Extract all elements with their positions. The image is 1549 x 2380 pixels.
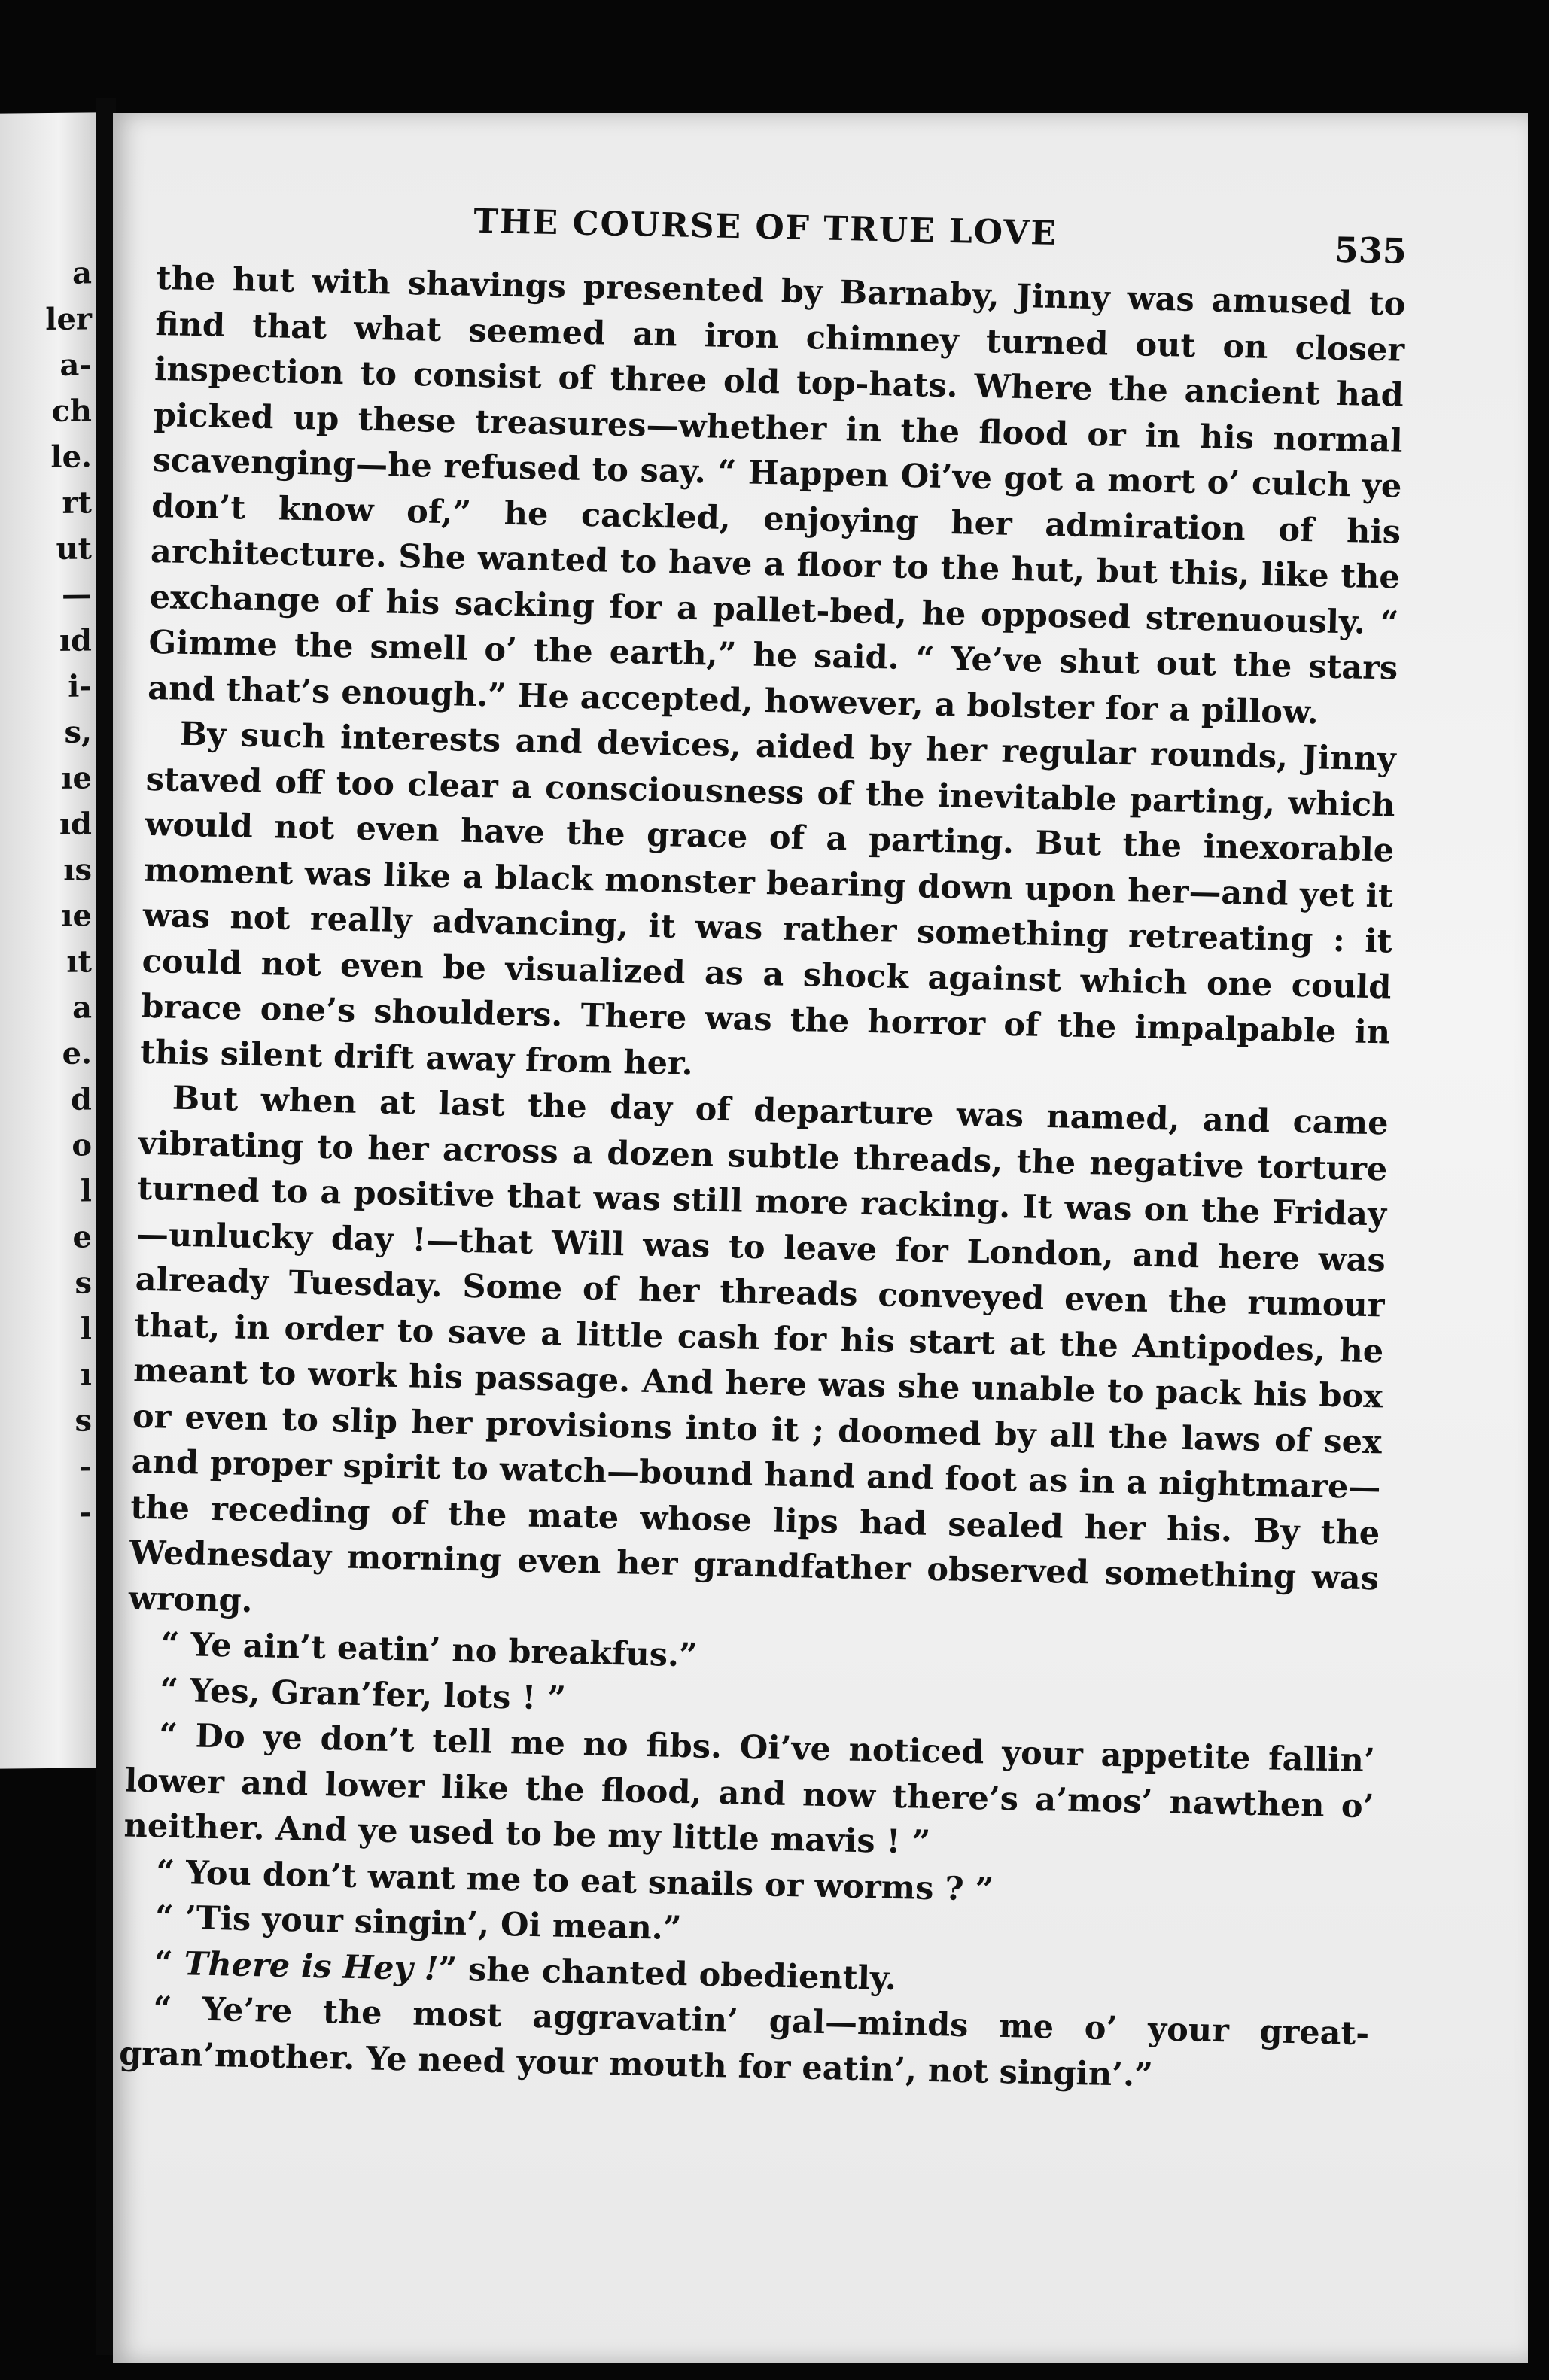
left-page-fragment: s xyxy=(75,1403,92,1439)
dialogue-line-1: “ Ye ain’t eatin’ no breakfus.” xyxy=(160,1625,698,1675)
dialogue-line-5: “ ’Tis your singin’, Oi mean.” xyxy=(154,1898,683,1948)
dialogue-line-4: “ You don’t want me to eat snails or worms ? ” xyxy=(155,1853,994,1909)
left-page-fragment: — xyxy=(62,576,92,612)
left-page-fragment: le. xyxy=(50,439,92,475)
left-page-fragment: a- xyxy=(59,347,92,383)
left-page-fragment: ı xyxy=(80,1357,92,1393)
book-page xyxy=(113,113,1528,2363)
paragraph-1: the hut with shavings presented by Barnaby, Jinny was amused to find that what seemed an iron chimney turned out on closer inspection to consist of three old top-hats. Where the ancient had picked up these treasures—whether in the flood or in his normal scavenging—he refused to say. “ Happen Oi’ve got a mort o’ culch ye don’t know of,” he cackled, enjoying her admiration of his architecture. She wanted to have a floor to the hut, but this, like the exchange of his sacking for a pallet-bed, he opposed strenuously. “ Gimme the smell o’ the earth,” he said. “ Ye’ve shut out the stars and that’s enough.” He accepted, however, a bolster for a pillow. xyxy=(147,259,1406,731)
left-page-fragment: s, xyxy=(64,714,92,750)
left-page-fragment: ıs xyxy=(63,852,92,888)
left-page-fragment: e xyxy=(72,1219,92,1255)
left-page-fragment: s xyxy=(75,1265,92,1301)
left-page-fragment: ıd xyxy=(59,622,92,658)
dialogue-tail: ” she chanted obediently. xyxy=(437,1950,897,1998)
left-page-fragment: o xyxy=(72,1127,92,1163)
dialogue-line-7: “ Ye’re the most aggravatin’ gal—minds me o’ your great-gran’mother. Ye need your mouth for eatin’, not singin’.” xyxy=(118,1989,1370,2094)
left-page-fragment: ut xyxy=(56,530,92,567)
open-quote: “ xyxy=(154,1944,185,1983)
left-page-edge xyxy=(0,112,98,1768)
left-page-fragment: a xyxy=(72,255,92,291)
left-page-fragment: l xyxy=(80,1173,92,1209)
song-title: There is Hey ! xyxy=(183,1944,439,1988)
left-page-fragment: ler xyxy=(45,301,92,338)
left-page-fragment: rt xyxy=(62,485,92,521)
body-text xyxy=(119,256,1406,2102)
paragraph-3: But when at last the day of departure was named, and came vibrating to her across a dozen subtle threads, the negative torture turned to a positive that was still more racking. It was on the Friday—unlucky day !—that Will was to leave for London, and here was already Tuesday. Some of her threads conveyed even the rumour that, in order to save a little cash for his start at the Antipodes, he meant to work his passage. And here was she unable to pack his box or even to slip her provisions into it ; doomed by all the laws of sex and proper spirit to watch—bound hand and foot as in a nightmare—the receding of the mate whose lips had sealed her his. By the Wednesday morning even her grandfather observed something was wrong. xyxy=(128,1079,1389,1620)
left-page-fragment: ıt xyxy=(66,944,92,980)
paragraph-2: By such interests and devices, aided by her regular rounds, Jinny staved off too clear a consciousness of the inevitable parting, which would not even have the grace of a parting. But the inexorable moment was like a black monster bearing down upon her—and yet it was not really advancing, it was rather something retreating : it could not even be visualized as a shock against which one could brace one’s shoulders. There was the horror of the impalpable in this silent drift away from her. xyxy=(139,715,1397,1083)
left-page-fragment: l xyxy=(80,1311,92,1347)
left-page-fragment: d xyxy=(71,1081,92,1117)
left-page-fragment: - xyxy=(79,1448,92,1485)
left-page-fragment: ıd xyxy=(59,806,92,842)
left-page-fragment: - xyxy=(79,1494,92,1530)
left-page-fragment: i- xyxy=(68,668,92,704)
left-page-fragment: a xyxy=(72,989,92,1026)
left-page-fragment: e. xyxy=(62,1035,92,1071)
page-number: 535 xyxy=(1334,229,1407,272)
page-content xyxy=(119,196,1407,2102)
dialogue-line-3: “ Do ye don’t tell me no fibs. Oi’ve noticed your appetite fallin’ lower and lower like the flood, and now there’s a’mos’ nawthen o’ neither. And ye used to be my little mavis ! ” xyxy=(123,1716,1376,1862)
dialogue-line-2: “ Yes, Gran’fer, lots ! ” xyxy=(159,1670,567,1718)
left-page-fragment: ch xyxy=(51,393,92,429)
left-page-fragment: ıe xyxy=(61,898,92,934)
running-head-title: THE COURSE OF TRUE LOVE xyxy=(473,202,1058,254)
left-page-fragment: ıe xyxy=(61,760,92,796)
